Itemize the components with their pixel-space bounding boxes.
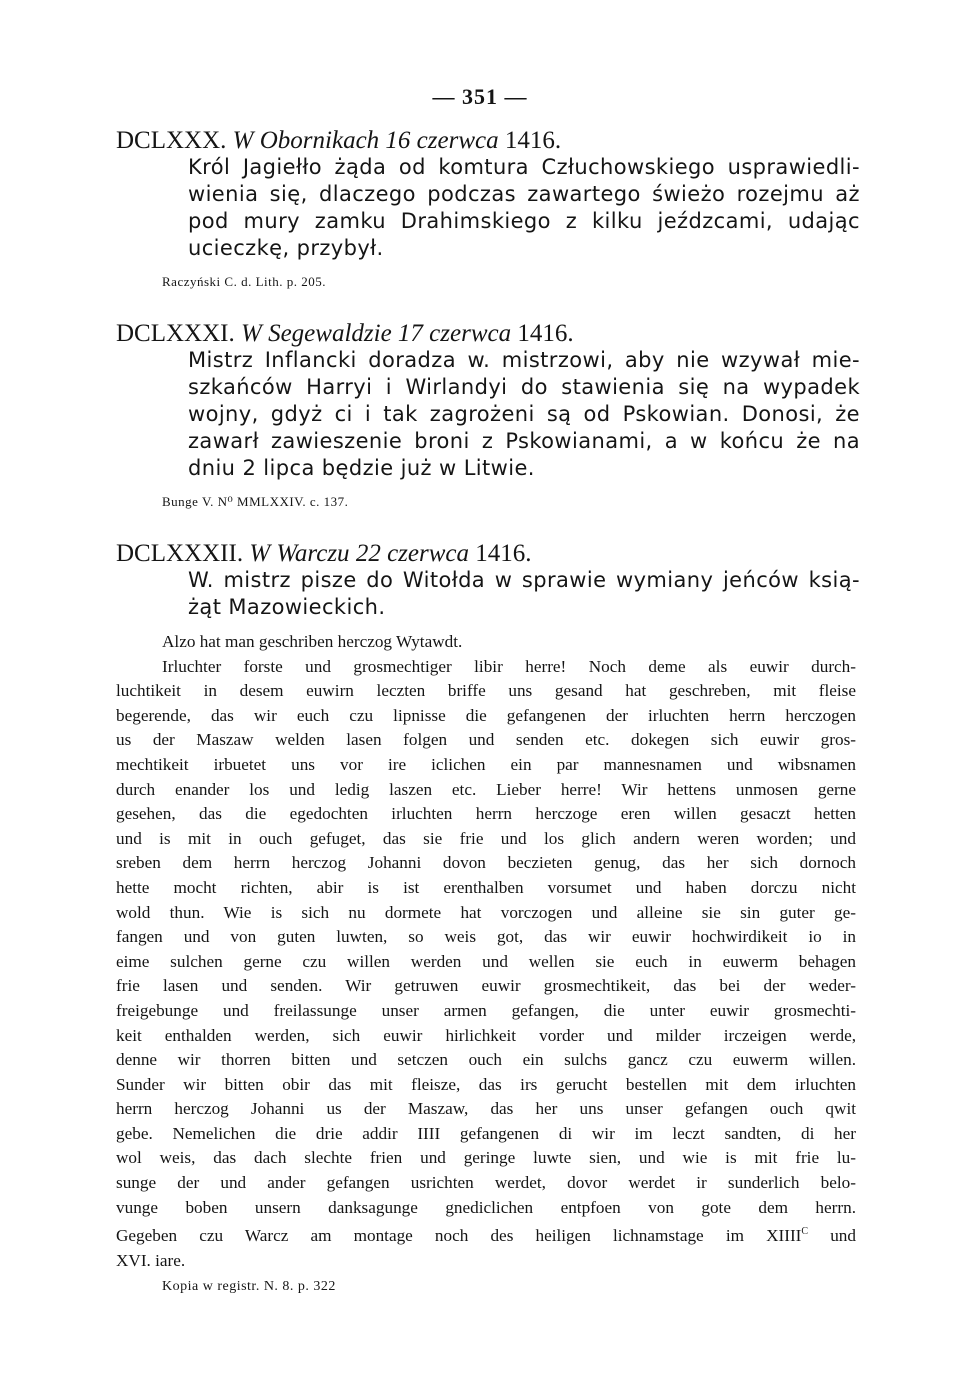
letter-line: luchtikeit in desem euwirn leczten briffe uns gesand hat geschreben, mit fleise <box>116 681 856 701</box>
letter-source: Kopia w registr. N. 8. p. 322 <box>162 1279 336 1295</box>
letter-closing-line: XVI. iare. <box>116 1250 186 1270</box>
entry-dclxxxii <box>116 540 860 621</box>
letter-superscript: C <box>801 1226 809 1238</box>
letter-line: frie lasen und senden. Wir getruwen euwir grosmechtikeit, das bei der weder- <box>116 976 856 996</box>
summary-line: żąt Mazowieckich. <box>188 595 386 619</box>
letter-line: gebe. Nemelichen die drie addir IIII gefangenen di wir im leczt sandten, di her <box>116 1123 856 1143</box>
entry-number: DCLXXXI. <box>116 320 235 347</box>
letter-line: fangen und von guten luwten, so weis got, das wir euwir hochwirdikeit io in <box>116 927 856 947</box>
letter-line: freigebunge und freilassunge unser armen gefangen, die unter euwir grosmechti- <box>116 1000 856 1020</box>
letter-line: denne wir thorren bitten und setczen ouch ein sulchs gancz czu euwerm willen. <box>116 1050 856 1070</box>
summary-line: wienia się, dlaczego podczas zawartego świeżo rozejmu aż <box>188 182 860 206</box>
entry-number: DCLXXXII. <box>116 540 244 567</box>
entry-dclxxxi <box>116 320 860 510</box>
summary-line: dniu 2 lipca będzie już w Litwie. <box>188 456 535 480</box>
entry-source: Bunge V. N⁰ MMLXXIV. c. 137. <box>162 494 349 509</box>
entry-source: Raczyński C. d. Lith. p. 205. <box>162 274 326 289</box>
entry-date: 16 czerwca <box>385 127 499 154</box>
summary-line: szkańców Harryi i Wirlandyi do stawienia się na wypadek <box>188 375 860 399</box>
letter-line: vunge boben unsern danksagunge gnediclichen entpfoen von gote dem herrn. <box>116 1197 856 1217</box>
entry-summary <box>188 347 860 482</box>
letter-line: eime sulchen gerne czu willen werden und wellen sie euch in euwerm behagen <box>116 951 856 971</box>
entry-dclxxx <box>116 127 860 290</box>
entry-number: DCLXXX. <box>116 127 227 154</box>
entry-heading <box>116 540 860 567</box>
letter-line: sreben dem herrn herczog Johanni dovon beczieten genug, das her sich dornoch <box>116 853 856 873</box>
letter-line: durch enander los und ledig laszen etc. Lieber herre! Wir hettens unmosen gerne <box>116 779 856 799</box>
letter-dating-line <box>116 1220 856 1249</box>
letter-line: keit enthalden werden, sich euwir hirlichkeit vorder und milder irczeigen werde, <box>116 1025 856 1045</box>
summary-line: W. mistrz pisze do Witołda w sprawie wymiany jeńców ksią- <box>188 568 860 592</box>
letter-opening: Alzo hat man geschriben herczog Wytawdt. <box>162 632 463 651</box>
entry-year: 1416. <box>475 540 532 567</box>
letter-body <box>116 630 856 1300</box>
summary-line: Król Jagiełło żąda od komtura Człuchowskiego usprawiedli- <box>188 155 860 179</box>
letter-line: wold thun. Wie is sich nu dormete hat vorczogen und alleine sie sin guter ge- <box>116 902 856 922</box>
summary-line: Mistrz Inflancki doradza w. mistrzowi, aby nie wzywał mie- <box>188 348 860 372</box>
entry-year: 1416. <box>517 320 574 347</box>
summary-line: pod mury zamku Drahimskiego z kilku jeźdzcami, udając <box>188 209 860 233</box>
letter-line: us der Maszaw welden lasen folgen und senden etc. dokegen sich euwir gros- <box>116 730 856 750</box>
letter-line: und is mit in ouch gefuget, das sie frie und los glich andern weren worden; und <box>116 828 856 848</box>
entry-place: W Obornikach <box>232 127 380 154</box>
letter-dating-end: und <box>808 1226 856 1246</box>
letter-line: herrn herczog Johanni us der Maszaw, das her uns unser gefangen ouch qwit <box>116 1099 856 1119</box>
entry-date: 17 czerwca <box>397 320 512 347</box>
page-number: — 351 — <box>432 84 528 109</box>
letter-dating-text: Gegeben czu Warcz am montage noch des heiligen lichnamstage im XIIII <box>116 1226 802 1246</box>
entry-place: W Warczu <box>249 540 350 567</box>
entry-place: W Segewaldzie <box>241 320 392 347</box>
summary-line: ucieczkę, przybył. <box>188 236 384 260</box>
letter-line: Sunder wir bitten obir das mit fleisze, das irs gerucht bestellen mit dem irluchten <box>116 1074 856 1094</box>
letter-line: sunge der und ander gefangen usrichten werdet, dovor werdet ir sunderlich belo- <box>116 1173 856 1193</box>
letter-line: hette mocht richten, abir is ist erenthalben vorsumet und haben dorczu nicht <box>116 877 856 897</box>
entry-summary <box>188 567 860 621</box>
letter-line: Irluchter forste und grosmechtiger libir herre! Noch deme als euwir durch- <box>162 656 856 676</box>
entry-summary <box>188 154 860 262</box>
entry-heading <box>116 127 860 154</box>
letter-line: gesehen, das die egedochten irluchten herrn herczoge eren willen gesaczt hetten <box>116 804 856 824</box>
letter-line: wol weis, das dach slechte frien und geringe luwte sien, und wie is mit frie lu- <box>116 1148 856 1168</box>
letter-line: begerende, das wir euch czu lipnisse die gefangenen der irluchten herrn herczogen <box>116 705 856 725</box>
entry-heading <box>116 320 860 347</box>
entry-year: 1416. <box>504 127 562 154</box>
entry-date: 22 czerwca <box>355 540 469 567</box>
summary-line: zawarł zawieszenie broni z Pskowianami, a w końcu że na <box>188 429 860 453</box>
summary-line: wojny, gdyż ci i tak zagrożeni są od Pskowian. Donosi, że <box>188 402 860 426</box>
letter-line: mechtikeit irbuetet uns vor ire iclichen ein par mannesnamen und wibsnamen <box>116 754 856 774</box>
